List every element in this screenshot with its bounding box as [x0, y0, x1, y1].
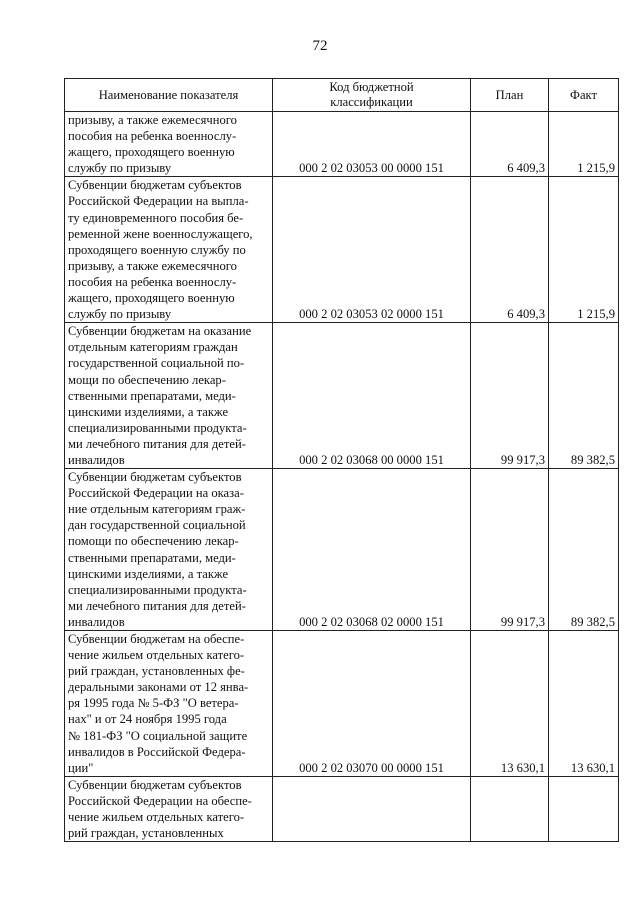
indicator-name-line: деральными законами от 12 янва-	[68, 680, 249, 695]
indicator-name-line: чение жильем отдельных катего-	[68, 648, 245, 663]
indicator-name-line: Субвенции бюджетам субъектов	[68, 777, 242, 792]
indicator-name-line: чение жильем отдельных катего-	[68, 810, 245, 825]
plan-value-cell: 6 409,3	[471, 177, 549, 323]
plan-value-cell	[471, 776, 549, 841]
indicator-name-cell	[65, 323, 273, 469]
indicator-name-line: призыву, а также ежемесячного	[68, 113, 237, 127]
indicator-name-line: жащего, проходящего военную	[68, 291, 235, 306]
budget-code-cell: 000 2 02 03070 00 0000 151	[273, 631, 471, 777]
indicator-name-line: инвалидов	[68, 452, 125, 467]
header-name: Наименование показателя	[65, 79, 273, 112]
indicator-name-line: Субвенции бюджетам на оказание	[68, 324, 252, 339]
header-plan: План	[471, 79, 549, 112]
indicator-name-cell	[65, 469, 273, 631]
budget-code-cell: 000 2 02 03068 02 0000 151	[273, 469, 471, 631]
indicator-name-line: цинскими изделиями, а также	[68, 404, 229, 419]
table-row	[65, 469, 619, 631]
fact-value-cell: 13 630,1	[549, 631, 619, 777]
indicator-name-line: отдельным категориям граждан	[68, 340, 238, 355]
indicator-name-line: мощи по обеспечению лекар-	[68, 372, 226, 387]
indicator-name-line: ременной жене военнослужащего,	[68, 226, 253, 241]
table-header-row	[65, 79, 619, 112]
header-code-line2: классификации	[330, 95, 413, 109]
indicator-name-line: жащего, проходящего военную	[68, 145, 235, 160]
indicator-name-line: специализированными продукта-	[68, 582, 247, 597]
indicator-name-line: № 181-ФЗ "О социальной защите	[68, 728, 248, 743]
budget-code-cell: 000 2 02 03053 02 0000 151	[273, 177, 471, 323]
indicator-name-line: нах" и от 24 ноября 1995 года	[68, 712, 227, 727]
header-code-line1: Код бюджетной	[329, 80, 414, 94]
indicator-name-line: Российской Федерации на обеспе-	[68, 793, 252, 808]
indicator-name-line: Российской Федерации на выпла-	[68, 194, 249, 209]
fact-value-cell	[549, 776, 619, 841]
indicator-name-line: ря 1995 года № 5-ФЗ "О ветера-	[68, 696, 239, 711]
indicator-name-line: ственными препаратами, меди-	[68, 388, 236, 403]
indicator-name-line: пособия на ребенка военнослу-	[68, 274, 237, 289]
table-row	[65, 177, 619, 323]
indicator-name-line: рий граждан, установленных	[68, 826, 224, 841]
indicator-name-line: помощи по обеспечению лекар-	[68, 534, 239, 549]
indicator-name-line: Субвенции бюджетам субъектов	[68, 470, 242, 485]
fact-value-cell: 1 215,9	[549, 112, 619, 177]
header-code	[273, 79, 471, 112]
indicator-name-line: пособия на ребенка военнослу-	[68, 129, 237, 144]
indicator-name-line: ми лечебного питания для детей-	[68, 436, 246, 451]
indicator-name-line: Субвенции бюджетам субъектов	[68, 178, 242, 193]
indicator-name-line: ние отдельным категориям граж-	[68, 502, 246, 517]
indicator-name-line: ми лечебного питания для детей-	[68, 598, 246, 613]
indicator-name-cell	[65, 177, 273, 323]
fact-value-cell: 89 382,5	[549, 469, 619, 631]
indicator-name-line: дан государственной социальной	[68, 518, 246, 533]
indicator-name-cell	[65, 112, 273, 177]
indicator-name-line: призыву, а также ежемесячного	[68, 258, 237, 273]
indicator-name-line: инвалидов в Российской Федера-	[68, 744, 246, 759]
budget-code-cell: 000 2 02 03053 00 0000 151	[273, 112, 471, 177]
budget-table	[64, 78, 619, 842]
indicator-name-line: ственными препаратами, меди-	[68, 550, 236, 565]
table-row	[65, 112, 619, 177]
fact-value-cell: 89 382,5	[549, 323, 619, 469]
indicator-name-line: ту единовременного пособия бе-	[68, 210, 244, 225]
indicator-name-line: Субвенции бюджетам на обеспе-	[68, 632, 245, 646]
indicator-name-cell	[65, 776, 273, 841]
indicator-name-line: специализированными продукта-	[68, 420, 247, 435]
table-row	[65, 776, 619, 841]
indicator-name-line: ции"	[68, 760, 94, 775]
indicator-name-line: службу по призыву	[68, 161, 172, 176]
indicator-name-line: Российской Федерации на оказа-	[68, 486, 244, 501]
table-row	[65, 631, 619, 777]
indicator-name-cell	[65, 631, 273, 777]
page-number: 72	[312, 38, 328, 54]
budget-code-cell: 000 2 02 03068 00 0000 151	[273, 323, 471, 469]
indicator-name-line: службу по призыву	[68, 307, 172, 322]
indicator-name-line: цинскими изделиями, а также	[68, 566, 229, 581]
table-body	[65, 112, 619, 842]
fact-value-cell: 1 215,9	[549, 177, 619, 323]
plan-value-cell: 99 917,3	[471, 323, 549, 469]
indicator-name-line: рий граждан, установленных фе-	[68, 664, 245, 679]
indicator-name-line: проходящего военную службу по	[68, 242, 246, 257]
table-row	[65, 323, 619, 469]
indicator-name-line: государственной социальной по-	[68, 356, 245, 371]
plan-value-cell: 99 917,3	[471, 469, 549, 631]
budget-code-cell	[273, 776, 471, 841]
indicator-name-line: инвалидов	[68, 614, 125, 629]
header-fact: Факт	[549, 79, 619, 112]
plan-value-cell: 13 630,1	[471, 631, 549, 777]
plan-value-cell: 6 409,3	[471, 112, 549, 177]
